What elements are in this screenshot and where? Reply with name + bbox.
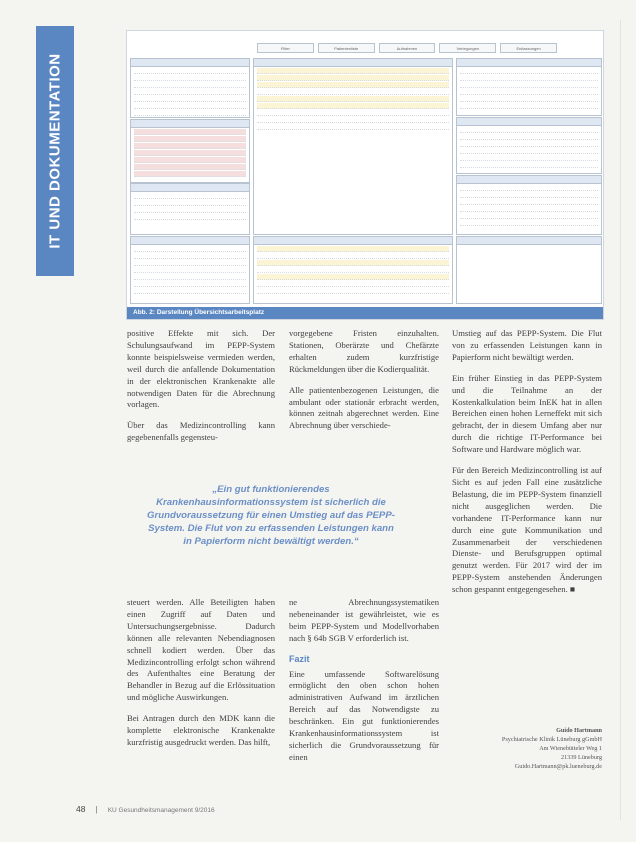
toolbar-item: Patientenliste: [318, 43, 375, 53]
paragraph: Für den Bereich Medizincontrolling ist auf Sicht es auf jeden Fall eine zusätzliche Belastung, die im PEPP-System finanziell nicht ausgeglichen werden. Die vorhandene IT-Performance kann nur durch eine gute Kommunikation und Zusammenarbeit der verschiedenen Dienste- und Berufsgruppen optimal genutzt werden. Für 2017 wird der im PEPP-System anstehenden Änderungen schon gespannt entgegengesehen. ■: [452, 465, 602, 595]
toolbar-item: Verlegungen: [439, 43, 496, 53]
author-name: Guido Hartmann: [556, 727, 602, 734]
pull-quote: „Ein gut funktionierendes Krankenhausinformationssystem ist sicherlich die Grundvoraussetzung für einen Umstieg auf das PEPP-System. Die Flut von zu erfassenden Leistungen kann in Papierform nicht bewältigt werden.“: [147, 484, 395, 547]
toolbar-item: Filter: [257, 43, 314, 53]
section-tab: [36, 26, 74, 276]
figure-panel: [130, 119, 250, 183]
section-heading: Fazit: [289, 653, 310, 664]
text-column-1-continued: [127, 597, 275, 758]
paragraph: Bei Antragen durch den MDK kann die komplette elektronische Krankenakte kurzfristig ausgedruckt werden. Das hilft,: [127, 713, 275, 747]
paragraph: positive Effekte mit sich. Der Schulungsaufwand im PEPP-System konnte beispielsweise vermieden werden, weil durch die anfallende Dokumentation in der elektronischen Krankenakte alle notwendigen Daten für die Abrechnung vorlagen.: [127, 328, 275, 410]
paragraph: steuert werden. Alle Beteiligten haben einen Zugriff auf Daten und Untersuchungsergebnisse. Dadurch können alle relevanten Nebendiagnosen schnell kodiert werden. Über das Medizincontrolling erfolgt schon während des Aufenthaltes eine Beratung der Behandler in Bezug auf die Erlössituation und mögliche Auswirkungen.: [127, 597, 275, 703]
figure-panel: [456, 236, 602, 304]
author-email: Guido.Hartmann@pk.lueneburg.de: [514, 763, 602, 770]
paragraph: Ein früher Einstieg in das PEPP-System und die Teilnahme an der Kostenkalkulation beim InEK hat in allen Bereichen einen hohen Lerneffekt mit sich gebracht, der in diesem Umfang aber nur durch die richtige IT-Performance bei Software und Hardware möglich war.: [452, 372, 602, 455]
toolbar-item: Entlassungen: [500, 43, 557, 53]
text-column-1: [127, 328, 275, 453]
author-block: [452, 726, 602, 771]
author-org: Psychiatrische Klinik Lüneburg gGmbH: [501, 736, 602, 743]
figure-caption: Abb. 2: Darstellung Übersichtsarbeitsplatz: [127, 307, 603, 319]
author-city: 21339 Lüneburg: [561, 754, 602, 761]
figure-panel: [456, 117, 602, 174]
text-column-2: [289, 328, 439, 441]
paragraph: ne Abrechnungssystematiken nebeneinander ist gewährleistet, wie es beim PEPP-System und Modellvorhaben nach § 64b SGB V erforderlich ist.: [289, 597, 439, 643]
figure-toolbar: [257, 43, 557, 53]
footer-divider: |: [95, 804, 98, 814]
page-number: 48: [76, 804, 86, 814]
section-tab-label: IT UND DOKUMENTATION: [46, 53, 64, 249]
text-column-3: [452, 328, 602, 605]
toolbar-item: Aufnahmen: [379, 43, 436, 53]
page-footer: [76, 804, 215, 814]
figure-panel: [253, 236, 453, 304]
paragraph: Alle patientenbezogenen Leistungen, die ambulant oder stationär erbracht werden, können zeitnah abgerechnet werden. Eine Abrechnung über verschiede-: [289, 384, 439, 431]
figure-panel: [456, 58, 602, 116]
text-column-2-continued: [289, 597, 439, 773]
figure-panel: [456, 175, 602, 235]
paragraph: Umstieg auf das PEPP-System. Die Flut von zu erfassenden Leistungen kann in Papierform nicht bewältigt werden.: [452, 328, 602, 362]
figure-panel: [130, 183, 250, 235]
paragraph: Über das Medizincontrolling kann gegebenenfalls gegensteu-: [127, 420, 275, 443]
paragraph: Eine umfassende Softwarelösung ermöglicht den oben schon hohen administrativen Aufwand im ärztlichen Bereich auf das Notwendigste zu beschränken. Ein gut funktionierendes Krankenhausinformationssystem ist sicherlich die Grundvoraussetzung für einen: [289, 668, 439, 762]
page-edge-line: [620, 20, 621, 820]
figure-panel: [253, 58, 453, 235]
paragraph: vorgegebene Fristen einzuhalten. Stationen, Oberärzte und Chefärzte erhalten zudem kurzfristige Rückmeldungen über die Kodierqualität.: [289, 328, 439, 374]
figure-panel: [130, 236, 250, 304]
figure-panel: [130, 58, 250, 118]
screenshot-figure: [126, 30, 604, 320]
author-street: Am Wienebütteler Weg 1: [539, 745, 602, 752]
magazine-name: KU Gesundheitsmanagement 9/2016: [107, 807, 215, 814]
